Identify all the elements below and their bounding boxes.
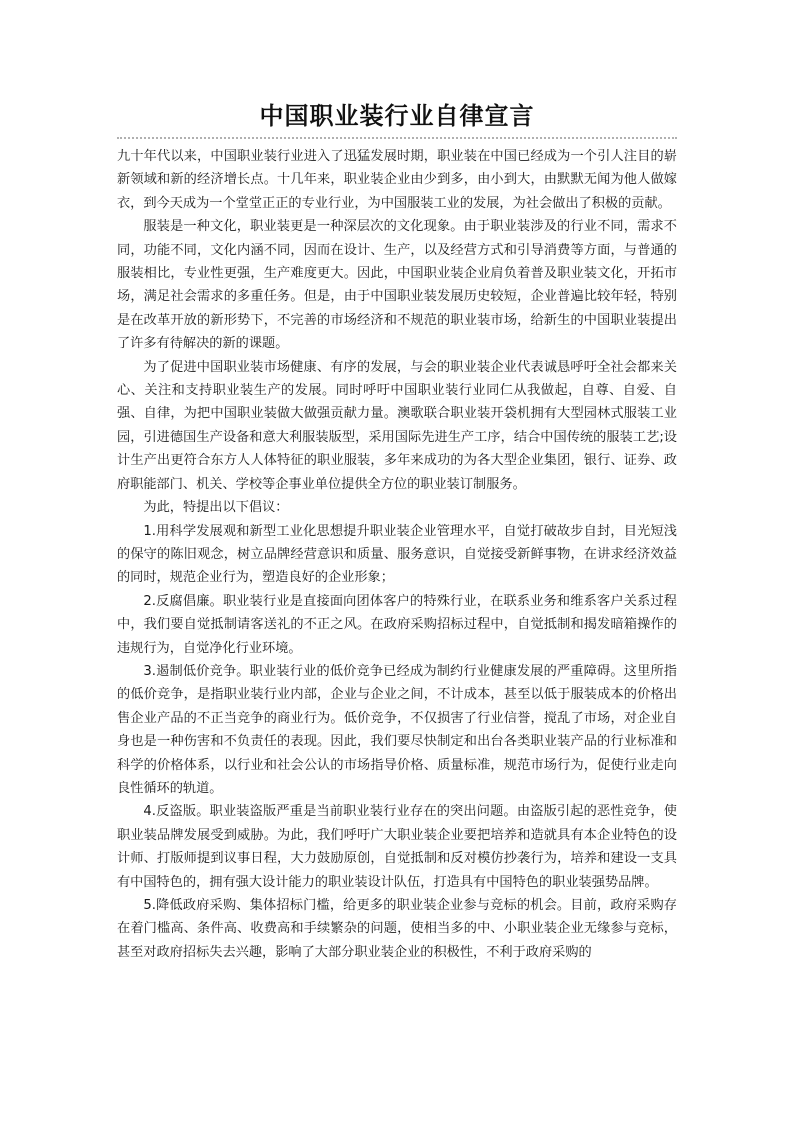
proposal-item-4: 4.反盗版。职业装盗版严重是当前职业装行业存在的突出问题。由盗版引起的恶性竞争，使职业装品牌发展受到威胁。为此，我们呼吁广大职业装企业要把培养和造就具有本企业特色的设计师、打版师提到议事日程，大力鼓励原创，自觉抵制和反对模仿抄袭行为，培养和建设一支具有中国特色的，拥有强大设计能力的职业装设计队伍，打造具有中国特色的职业装强势品牌。 (117, 804, 677, 890)
proposal-item-1: 1.用科学发展观和新型工业化思想提升职业装企业管理水平，自觉打破故步自封，目光短浅的保守的陈旧观念，树立品牌经营意识和质量、服务意识，自觉接受新鲜事物，在讲求经济效益的同时，规范企业行为，塑造良好的企业形象； (117, 523, 677, 586)
title-divider (117, 137, 677, 139)
document-title: 中国职业装行业自律宣言 (259, 101, 535, 130)
proposal-item-2: 2.反腐倡廉。职业装行业是直接面向团体客户的特殊行业，在联系业务和维系客户关系过程中，我们要自觉抵制请客送礼的不正之风。在政府采购招标过程中，自觉抵制和揭发暗箱操作的违规行为，自觉净化行业环境。 (117, 593, 677, 656)
paragraph-intro: 九十年代以来，中国职业装行业进入了迅猛发展时期，职业装在中国已经成为一个引人注目的崭新领域和新的经济增长点。十几年来，职业装企业由少到多，由小到大，由默默无闻为他人做嫁衣，到今天成为一个堂堂正正的专业行业，为中国服装工业的发展，为社会做出了积极的贡献。 (117, 149, 677, 211)
proposal-item-5: 5.降低政府采购、集体招标门槛，给更多的职业装企业参与竞标的机会。目前，政府采购存在着门槛高、条件高、收费高和手续繁杂的问题，使相当多的中、小职业装企业无缘参与竞标，甚至对政府招标失去兴趣，影响了大部分职业装企业的积极性，不利于政府采购的 (117, 898, 677, 960)
paragraph-appeal: 为了促进中国职业装市场健康、有序的发展，与会的职业装企业代表诚恳呼吁全社会都来关心、关注和支持职业装生产的发展。同时呼吁中国职业装行业同仁从我做起，自尊、自爱、自强、自律，为把中国职业装做大做强贡献力量。澳歌联合职业装开袋机拥有大型园林式服装工业园，引进德国生产设备和意大利服装版型，采用国际先进生产工序，结合中国传统的服装工艺;设计生产出更符合东方人人体特征的职业服装，多年来成功的为各大型企业集团，银行、证券、政府职能部门、机关、学校等企事业单位提供全方位的职业装订制服务。 (117, 359, 677, 492)
paragraph-proposal-intro: 为此，特提出以下倡议： (143, 500, 289, 516)
paragraph-culture: 服装是一种文化，职业装更是一种深层次的文化现象。由于职业装涉及的行业不同，需求不同，功能不同，文化内涵不同，因而在设计、生产，以及经营方式和引导消费等方面，与普通的服装相比，专业性更强，生产难度更大。因此，中国职业装企业肩负着普及职业装文化，开拓市场，满足社会需求的多重任务。但是，由于中国职业装发展历史较短，企业普遍比较年轻，特别是在改革开放的新形势下，不完善的市场经济和不规范的职业装市场，给新生的中国职业装提出了许多有待解决的新的课题。 (117, 219, 677, 352)
document-body (117, 145, 677, 964)
proposal-item-3: 3.遏制低价竞争。职业装行业的低价竞争已经成为制约行业健康发展的严重障碍。这里所指的低价竞争，是指职业装行业内部，企业与企业之间，不计成本，甚至以低于服装成本的价格出售企业产品的不正当竞争的商业行为。低价竞争，不仅损害了行业信誉，搅乱了市场，对企业自身也是一种伤害和不负责任的表现。因此，我们要尽快制定和出台各类职业装产品的行业标准和科学的价格体系，以行业和社会公认的市场指导价格、质量标准，规范市场行为，促使行业走向良性循环的轨道。 (117, 663, 677, 796)
document-page (117, 98, 677, 964)
